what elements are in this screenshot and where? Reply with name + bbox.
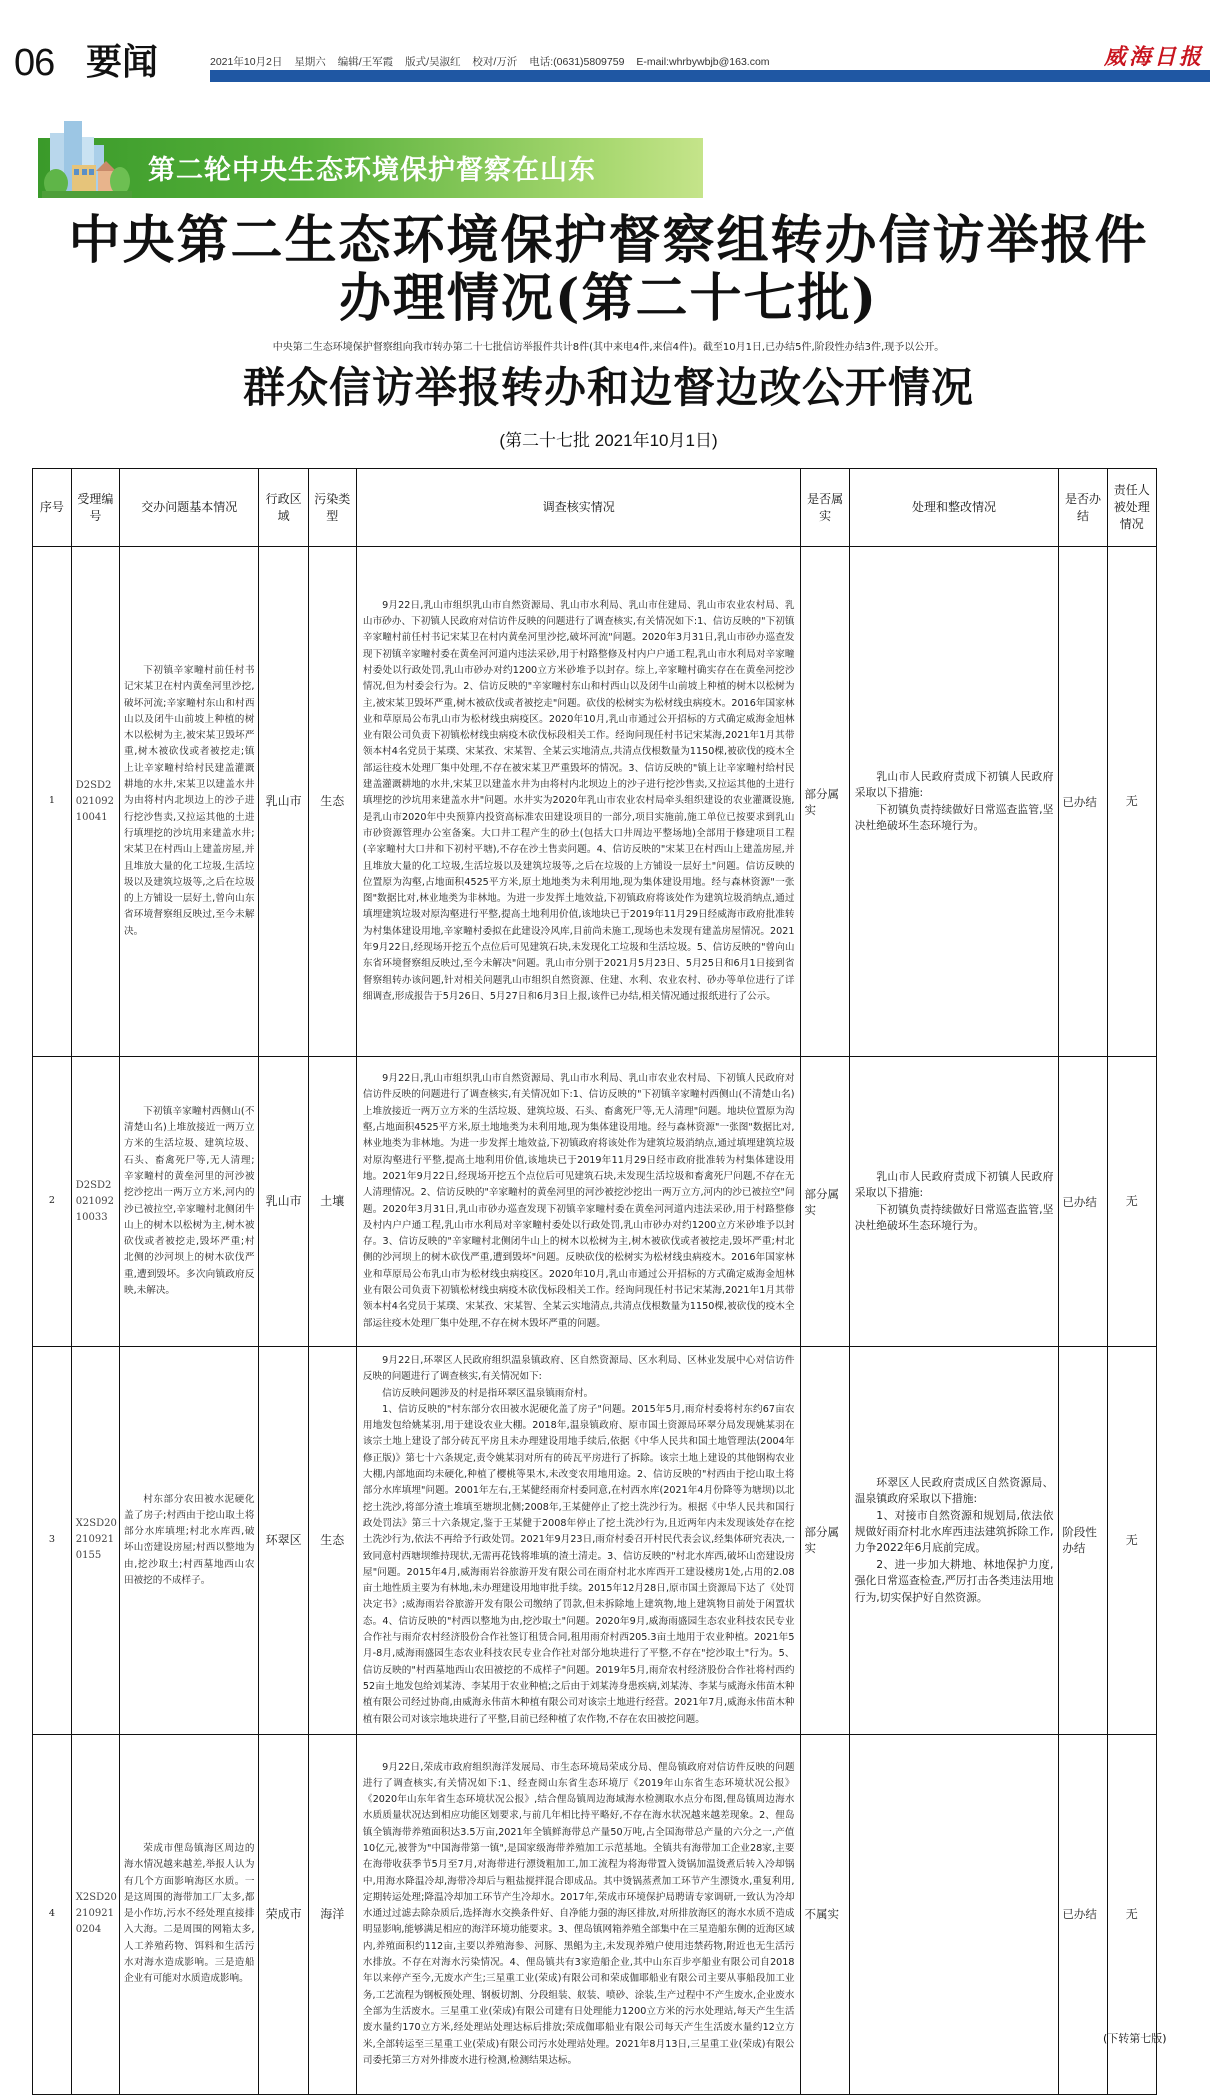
table-row	[33, 547, 1157, 1057]
action-text: 环翠区人民政府责成区自然资源局、温泉镇政府采取以下措施:	[854, 1475, 1054, 1506]
header-no: 序号	[33, 469, 72, 547]
row-number: 1	[33, 547, 72, 1057]
petition-table	[32, 468, 1157, 2095]
type-cell: 生态	[308, 547, 356, 1057]
case-code: X2SD202109210204	[71, 1734, 119, 2094]
header-verified: 是否属实	[801, 469, 849, 547]
action-text: 乳山市人民政府责成下初镇人民政府采取以下措施:	[854, 769, 1054, 800]
issue-date: 2021年10月2日	[210, 56, 283, 68]
area-cell: 环翠区	[259, 1347, 308, 1735]
area-cell: 荣成市	[259, 1734, 308, 2094]
issue-meta	[210, 54, 779, 69]
headline-line-1: 中央第二生态环境保护督察组转办信访举报件	[68, 210, 1149, 271]
row-number: 4	[33, 1734, 72, 2094]
status-cell: 已办结	[1059, 1734, 1107, 2094]
topic-banner	[38, 115, 703, 200]
headline-line-2: 办理情况(第二十七批)	[338, 268, 879, 329]
problem-text: 村东部分农田被水泥硬化盖了房子;村西由于挖山取土将部分水库填埋;村北水库西,破坏山峦建设房屋;村西以整地为由,挖沙取土;村西墓地西山农田被挖的不成样子。	[124, 1493, 255, 1586]
phone: 电话:(0631)5809759	[529, 56, 625, 68]
header-problem: 交办问题基本情况	[120, 469, 259, 547]
batch-date: (第二十七批 2021年10月1日)	[499, 431, 718, 450]
header-investigation: 调查核实情况	[356, 469, 801, 547]
problem-cell	[120, 547, 259, 1057]
type-cell: 生态	[308, 1347, 356, 1735]
investigation-text: 9月22日,环翠区人民政府组织温泉镇政府、区自然资源局、区水利局、区林业发展中心对信访件反映的问题进行了调查核实,有关情况如下:	[362, 1355, 795, 1383]
action-text: 下初镇负责持续做好日常巡查监管,坚决杜绝破坏生态环境行为。	[854, 1202, 1054, 1232]
investigation-cell	[356, 547, 801, 1057]
issue-weekday: 星期六	[294, 56, 326, 68]
investigation-cell	[356, 1347, 801, 1735]
responsible-cell: 无	[1107, 1347, 1156, 1735]
status-cell: 阶段性办结	[1059, 1347, 1107, 1735]
verified-cell: 部分属实	[801, 1057, 849, 1347]
header-responsible: 责任人被处理情况	[1107, 469, 1156, 547]
verified-cell: 部分属实	[801, 547, 849, 1057]
action-text: 2、进一步加大耕地、林地保护力度,强化日常巡查检查,严厉打击各类违法用地行为,切实保护好自然资源。	[854, 1557, 1054, 1604]
investigation-text: 1、信访反映的"村东部分农田被水泥硬化盖了房子"问题。2015年5月,雨夼村委将村东约67亩农用地发包给姚某羽,用于建设农业大棚。2018年,温泉镇政府、原市国土资源局环翠分局发现姚某羽在该宗土地上建设了部分砖瓦平房且未办理建设用地手续后,依据《中华人民共和国土地管理法(2004年修正版)》第七十六条规定,责令姚某羽对所有的砖瓦平房进行了拆除。该宗土地上建设的其他钢构农业大棚,内部地面均未硬化,种植了樱桃等果木,未改变农用地用途。2、信访反映的"村西由于挖山取土将部分水库填埋"问题。2001年左右,王某健经雨夼村委同意,在村西水库(2021年4月份降等为塘坝)以北挖土洗沙,将部分渣土堆填至塘坝北侧;2008年,王某健停止了挖土洗沙行为。根据《中华人民共和国行政处罚法》第三十六条规定,鉴于王某健于2008年停止了挖土洗沙行为,且近两年内未发现该处存在挖土洗沙行为,依法不再给予行政处罚。2021年9月23日,雨夼村委召开村民代表会议,经集体研究表决,一致同意村西塘坝维持现状,无需再花钱将堆填的渣土清走。3、信访反映的"村北水库西,破坏山峦建设房屋"问题。2015年4月,威海雨岩谷旅游开发有限公司在雨夼村北水库西开工建设楼房1处,占用的2.08亩土地性质主要为有林地,未办理建设用地审批手续。2015年12月28日,原市国土资源局下达了《处罚决定书》;威海雨岩谷旅游开发有限公司缴纳了罚款,但未拆除地上建筑物,地上建筑物目前处于闲置状态。4、信访反映的"村西以整地为由,挖沙取土"问题。2020年9月,威海雨盛园生态农业科技农民专业合作社与雨夼农村经济股份合作社签订租赁合同,租用雨夼村西205.3亩土地用于农业种植。2021年5月-8月,威海雨盛园生态农业科技农民专业合作社对部分地块进行了平整,不存在"挖沙取土"行为。5、信访反映的"村西墓地西山农田被挖的不成样子"问题。2019年5月,雨夼农村经济股份合作社将村西约52亩土地发包给刘某涛、李某用于农业种植;之后由于刘某涛身患疾病,刘某涛、李某与威海永伟苗木种植有限公司经过协商,由威海永伟苗木种植有限公司对该宗土地进行经营。2021年7月,威海永伟苗木种植有限公司对该宗地块进行了平整,目前已经种植了农作物,不存在农田被挖问题。	[362, 1403, 795, 1725]
problem-cell	[120, 1347, 259, 1735]
section-name: 要闻	[86, 42, 159, 83]
actions-cell	[849, 1347, 1059, 1735]
header-status: 是否办结	[1059, 469, 1107, 547]
table-row	[33, 1057, 1157, 1347]
newspaper-logo: 威海日报	[1103, 44, 1204, 70]
table-row	[33, 1347, 1157, 1735]
city-buildings-icon	[42, 115, 132, 198]
table-row	[33, 1734, 1157, 2094]
status-cell: 已办结	[1059, 547, 1107, 1057]
lead-summary: 中央第二生态环境保护督察组向我市转办第二十七批信访举报件共计8件(其中来电4件,来信4件)。截至10月1日,已办结5件,阶段性办结3件,现予以公开。	[272, 342, 945, 353]
sub-headline: 群众信访举报转办和边督边改公开情况	[242, 363, 974, 412]
case-code: D2SD202109210041	[71, 547, 119, 1057]
email-link[interactable]: E-mail:whrbywbjb@163.com	[636, 56, 770, 68]
verified-cell: 不属实	[801, 1734, 849, 2094]
masthead	[14, 42, 1204, 92]
problem-text: 下初镇辛家疃村西侧山(不清楚山名)上堆放接近一两万立方米的生活垃圾、建筑垃圾、石头、畜禽死尸等,无人清理;辛家疃村的黄垒河里的河沙被挖沙挖出一两万立方米,河内的沙已被拉空,辛家疃村北侧闭牛山上的树木以松树为主,树木被砍伐或者被挖走,毁坏严重;村北侧的沙河坝上的树木砍伐严重,遭到毁坏。多次向镇政府反映,未解决。	[124, 1105, 255, 1296]
problem-text: 荣成市俚岛镇海区周边的海水情况越来越差,举报人认为有几个方面影响海区水质。一是这周围的海带加工厂太多,都是小作坊,污水不经处理直接排入大海。二是周围的网箱太多,人工养殖药物、饵料和生活污水对海水造成影响。三是造船企业有可能对水质造成影响。	[124, 1842, 255, 1985]
editor-credit: 编辑/王军霞	[337, 56, 394, 68]
investigation-text: 9月22日,乳山市组织乳山市自然资源局、乳山市水利局、乳山市农业农村局、下初镇人民政府对信访件反映的问题进行了调查核实,有关情况如下:1、信访反映的"下初镇辛家疃村西侧山(不清楚山名)上堆放接近一两万立方米的生活垃圾、建筑垃圾、石头、畜禽死尸等,无人清理"问题。地块位置原为沟壑,占地面积4525平方米,原土地地类为未利用地,现为集体建设用地。经与森林资源"一张图"数据比对,林业地类为非林地。为进一步发挥土地效益,下初镇政府将该处作为建筑垃圾消纳点,通过填埋建筑垃圾对原沟壑进行平整,提高土地利用价值,该地块已于2019年11月29日经市政府批准转为村集体建设用地。2021年9月22日,经现场开挖五个点位后可见建筑石块,未发现生活垃圾和畜禽死尸问题,不存在无人清理情况。2、信访反映的"辛家疃村的黄垒河里的河沙被挖沙挖出一两万立方,河内的沙已被拉空"问题。2020年3月31日,乳山市砂办巡查发现下初镇辛家疃村委在黄垒河河道内违法采砂,用于村路整修及村内户户通工程,乳山市水利局对辛家疃村委处以行政处罚,乳山市砂办对约1200立方米砂堆予以封存。3、信访反映的"辛家疃村北侧闭牛山上的树木以松树为主,树木被砍伐或者被挖走,毁坏严重;村北侧的沙河坝上的树木砍伐严重,遭到毁坏"问题。反映砍伐的松树实为松材线虫病疫木。2016年国家林业和草原局公布乳山市为松材线虫病疫区。2020年10月,乳山市通过公开招标的方式确定威海金旭林业有限公司负责下初镇松材线虫病疫木砍伐标段相关工作。经询问现任村书记宋某海,2021年1月其带领本村4名党员于某璞、宋某孜、宋某智、全某云实地清点,共清点伐根数量为1150棵,被砍伐的疫木全部运往疫木处理厂集中处理,不存在树木毁坏严重的问题。	[362, 1073, 795, 1329]
table-header-row	[33, 469, 1157, 547]
header-area: 行政区域	[259, 469, 308, 547]
header-code: 受理编号	[71, 469, 119, 547]
investigation-text: 9月22日,乳山市组织乳山市自然资源局、乳山市水利局、乳山市住建局、乳山市农业农村局、乳山市砂办、下初镇人民政府对信访件反映的问题进行了调查核实,有关情况如下:1、信访反映的"下初镇辛家疃村前任村书记宋某卫在村内黄垒河里沙挖,破坏河流"问题。2020年3月31日,乳山市砂办巡查发现下初镇辛家疃村委在黄垒河河道内违法采砂,用于村路整修及村内户户通工程,乳山市水利局对辛家疃村委处以行政处罚,乳山市砂办对约1200立方米砂堆予以封存。综上,辛家疃村确实存在在黄垒河挖沙情况,但为村委会行为。2、信访反映的"辛家疃村东山和村西山以及闭牛山前坡上种植的树木以松树为主,被宋某卫毁坏严重,树木被砍伐或者被挖走"问题。砍伐的松树实为松材线虫病疫木。2016年国家林业和草原局公布乳山市为松材线虫病疫区。2020年10月,乳山市通过公开招标的方式确定威海金旭林业有限公司负责下初镇松材线虫病疫木砍伐标段相关工作。经询问现任村书记宋某海,2021年1月其带领本村4名党员于某璞、宋某孜、宋某智、全某云实地清点,共清点伐根数量为1150棵,被砍伐的疫木全部运往疫木处理厂集中处理,不存在被宋某卫严重毁坏的情况。3、信访反映的"镇上让辛家疃村给村民建盖灌溉耕地的水井,宋某卫以建盖水井为由将村内北坝边上的沙子进行挖沙售卖,又拉运其他的土进行填埋挖的沙坑用来建盖水井"问题。水井实为2020年乳山市农业农村局牵头组织建设的农业灌溉设施,是乳山市2020年中央预算内投资高标准农田建设项目的一部分,项目实施前,施工单位已按要求到乳山市砂资源管理办公室备案。大口井工程产生的砂土(包括大口井周边平整场地)全部用于修建项目工程(辛家疃村大口井和下初村平塘),不存在沙土售卖问题。4、信访反映的"宋某卫在村西山上建盖房屋,并且堆放大量的化工垃圾,生活垃圾以及建筑垃圾等,之后在垃圾的上方铺设一层好土"问题。信访反映的位置原为沟壑,占地面积4525平方米,原土地地类为未利用地,现为集体建设用地。经与森林资源"一张图"数据比对,林业地类为非林地。为进一步发挥土地效益,下初镇政府将该处作为建筑垃圾消纳点,通过填埋建筑垃圾对原沟壑进行平整,提高土地利用价值,该地块已于2019年11月29日经威海市政府批准转为村集体建设用地,辛家疃村委拟在此建设冷风库,目前尚未施工,现场也未发现有建盖房屋情况。2021年9月22日,经现场开挖五个点位后可见建筑石块,未发现化工垃圾和生活垃圾。5、信访反映的"曾向山东省环境督察组反映过,至今未解决"问题。乳山市分别于2021月5月23日、5月25日和6月1日接到省督察组转办该问题,针对相关问题乳山市组织自然资源、住建、水利、农业农村、砂办等单位进行了详细调查,形成报告于5月26日、5月27日和6月3日上报,该件已办结,相关情况通过报纸进行了公示。	[362, 599, 795, 1002]
masthead-bar	[210, 70, 1210, 82]
problem-text: 下初镇辛家疃村前任村书记宋某卫在村内黄垒河里沙挖,破坏河流;辛家疃村东山和村西山以及闭牛山前坡上种植的树木以松树为主,被宋某卫毁坏严重,树木被砍伐或者被挖走;镇上让辛家疃村给村民建盖灌溉耕地的水井,宋某卫以建盖水井为由将村内北坝边上的沙子进行挖沙售卖,又拉运其他的土进行填埋挖的沙坑用来建盖水井;宋某卫在村西山上建盖房屋,并且堆放大量的化工垃圾,生活垃圾以及建筑垃圾等,之后在垃圾的上方铺设一层好土,曾向山东省环境督察组反映过,至今未解决。	[124, 664, 255, 937]
problem-cell	[120, 1057, 259, 1347]
case-code: X2SD202109210155	[71, 1347, 119, 1735]
investigation-text: 信访反映问题涉及的村是指环翠区温泉镇雨夼村。	[382, 1387, 594, 1399]
actions-cell	[849, 1734, 1059, 2094]
proofread-credit: 校对/万沂	[472, 56, 518, 68]
investigation-text: 9月22日,荣成市政府组织海洋发展局、市生态环境局荣成分局、俚岛镇政府对信访件反映的问题进行了调查核实,有关情况如下:1、经查阅山东省生态环境厅《2019年山东省生态环境状况公报》《2020年山东年省生态环境状况公报》,结合俚岛镇周边海域海水检测取水点分布图,俚岛镇周边海水水质质量状况达到相应功能区划要求,与前几年相比持平略好,不存在海水状况越来越差现象。2、俚岛镇全镇海带养殖面积达3.5万亩,2021年全镇鲜海带总产量50万吨,占全国海带总产量的六分之一,产值10亿元,被誉为"中国海带第一镇",是国家级海带养殖加工示范基地。全镇共有海带加工企业28家,主要在海带收获季节5月至7月,对海带进行漂烫粗加工,加工流程为将海带置入烫锅加温烫煮后转入冷却锅中,用海水降温冷却,海带冷却后与粗盐搅拌混合即成品。其中烫锅蒸煮加工环节产生漂烫水,重复利用,定期转运处理;降温冷却加工环节产生冷却水。2017年,荣成市环境保护局聘请专家调研,一致认为冷却水通过过滤去除杂质后,选择海水交换条件好、自净能力强的海区排放,对所排放海区的海水水质不造成明显影响,能够满足相应的海洋环境功能要求。3、俚岛镇网箱养殖全部集中在三星造船东侧的近海区域内,养殖面积约112亩,主要以养殖海参、河豚、黑鲳为主,未发现养殖户使用违禁药物,附近也无生活污水排放。不存在对海水污染情况。4、俚岛镇共有3家造船企业,其中山东百步亭船业有限公司自2018年以来停产至今,无废水产生;三星重工业(荣成)有限公司和荣成伽耶船业有限公司主要从事船段加工业务,工艺流程为钢板预处理、钢板切割、分段组装、舣装、喷砂、涂装,生产过程中不产生废水,企业废水全部为生活废水。三星重工业(荣成)有限公司建有日处理能力1200立方米的污水处理站,每天产生生活废水量约170立方米,经处理站处理达标后排放;荣成伽耶船业有限公司每天产生生活废水量约12立方米,全部转运至三星重工业(荣成)有限公司污水处理站处理。2021年8月13日,三星重工业(荣成)有限公司委托第三方对外排废水进行检测,检测结果达标。	[362, 1761, 795, 2066]
header-actions: 处理和整改情况	[849, 469, 1059, 547]
problem-cell	[120, 1734, 259, 2094]
responsible-cell: 无	[1107, 1057, 1156, 1347]
continued-note: (下转第七版)	[1103, 2032, 1167, 2045]
row-number: 3	[33, 1347, 72, 1735]
case-code: D2SD202109210033	[71, 1057, 119, 1347]
layout-credit: 版式/吴淑红	[405, 56, 461, 68]
type-cell: 土壤	[308, 1057, 356, 1347]
responsible-cell: 无	[1107, 547, 1156, 1057]
investigation-cell	[356, 1734, 801, 2094]
area-cell: 乳山市	[259, 547, 308, 1057]
actions-cell	[849, 547, 1059, 1057]
area-cell: 乳山市	[259, 1057, 308, 1347]
verified-cell: 部分属实	[801, 1347, 849, 1735]
header-type: 污染类型	[308, 469, 356, 547]
banner-title: 第二轮中央生态环境保护督察在山东	[148, 155, 596, 186]
responsible-cell: 无	[1107, 1734, 1156, 2094]
row-number: 2	[33, 1057, 72, 1347]
status-cell: 已办结	[1059, 1057, 1107, 1347]
actions-cell	[849, 1057, 1059, 1347]
action-text: 1、对接市自然资源和规划局,依法依规做好雨夼村北水库西违法建筑拆除工作,力争2022年6月底前完成。	[854, 1508, 1054, 1555]
action-text: 乳山市人民政府责成下初镇人民政府采取以下措施:	[854, 1169, 1054, 1200]
page-number: 06	[14, 42, 55, 84]
investigation-cell	[356, 1057, 801, 1347]
type-cell: 海洋	[308, 1734, 356, 2094]
action-text: 下初镇负责持续做好日常巡查监管,坚决杜绝破坏生态环境行为。	[854, 802, 1054, 832]
